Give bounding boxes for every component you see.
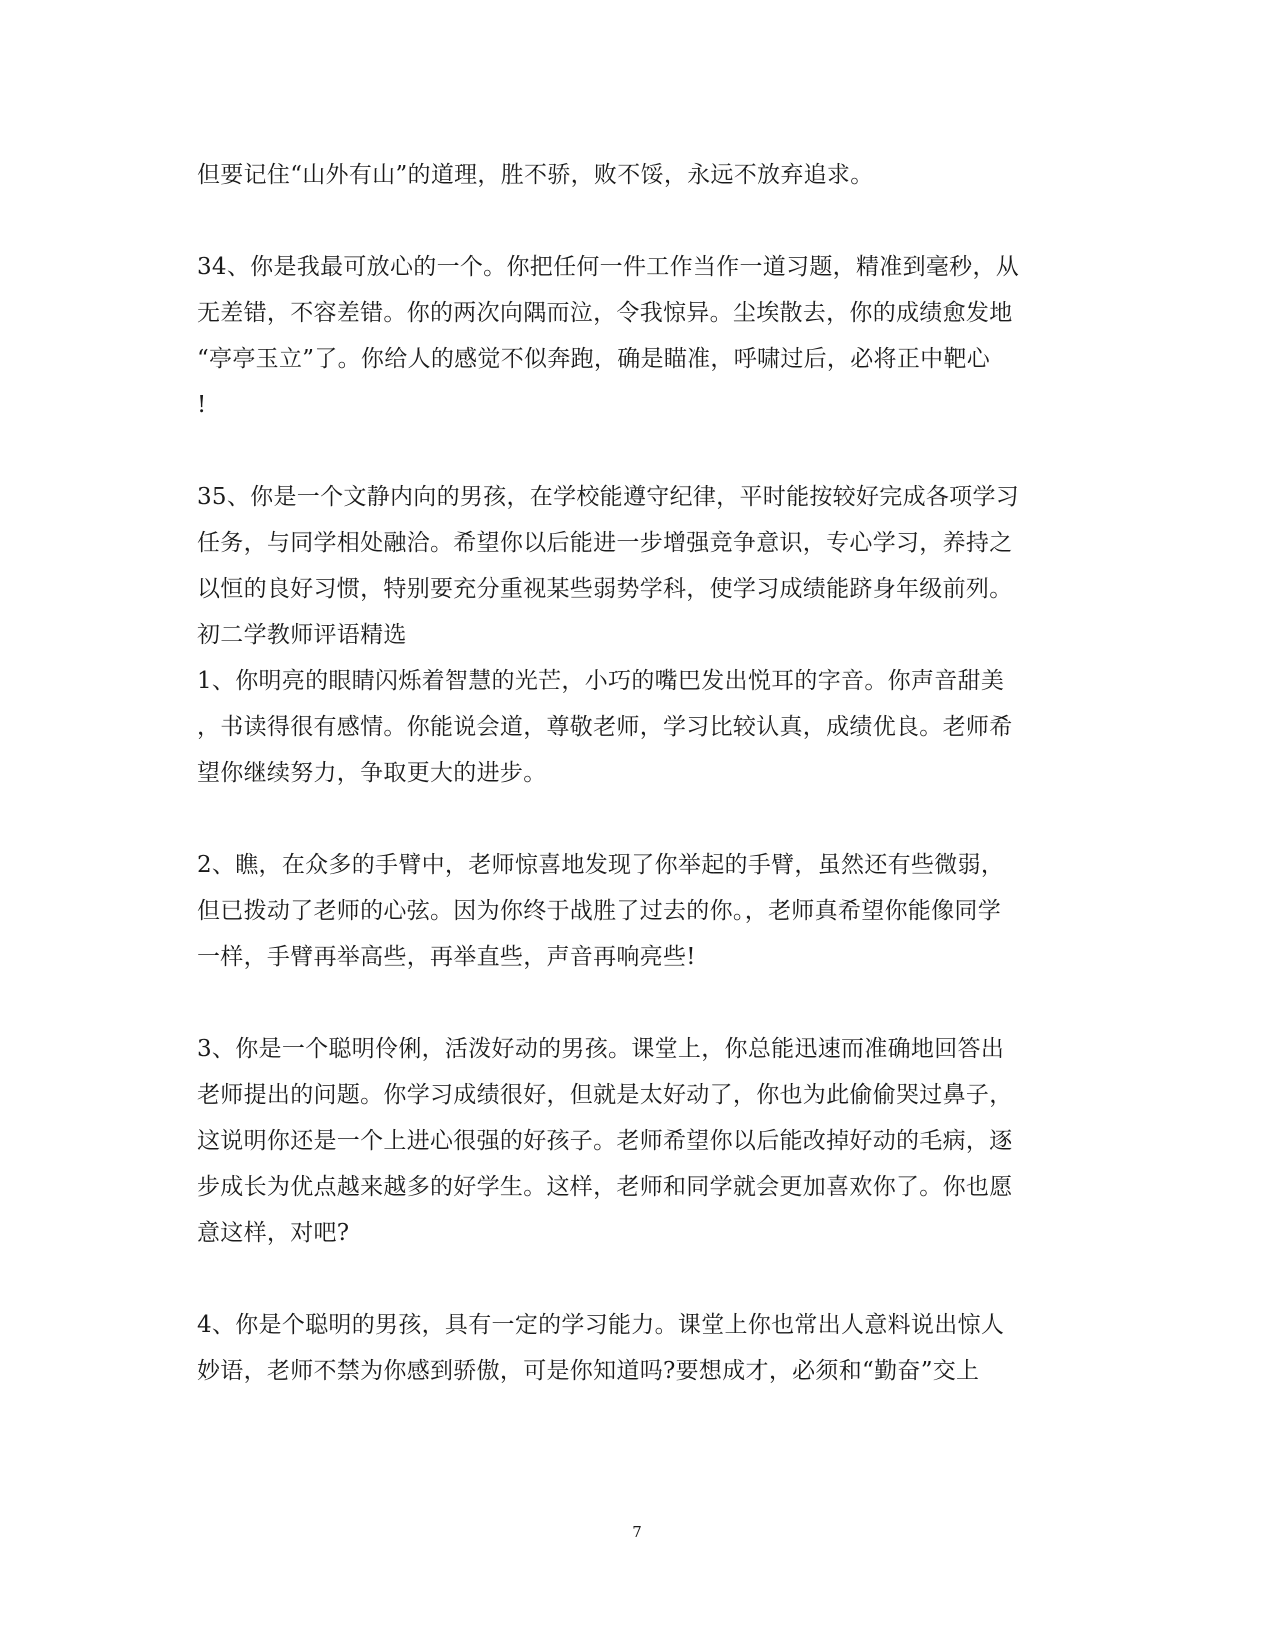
text-line: 意这样，对吧? [197, 1220, 350, 1246]
text-line: 妙语，老师不禁为你感到骄傲，可是你知道吗?要想成才，必须和“勤奋”交上 [197, 1358, 980, 1384]
text-line: 以恒的良好习惯，特别要充分重视某些弱势学科，使学习成绩能跻身年级前列。 [197, 576, 1013, 602]
text-line: 2、瞧，在众多的手臂中，老师惊喜地发现了你举起的手臂，虽然还有些微弱， [197, 852, 1005, 878]
text-line: ! [197, 392, 207, 418]
text-line: 步成长为优点越来越多的好学生。这样，老师和同学就会更加喜欢你了。你也愿 [197, 1174, 1013, 1200]
text-line: 35、你是一个文静内向的男孩，在学校能遵守纪律，平时能按较好完成各项学习 [197, 484, 1020, 510]
page-number: 7 [632, 1523, 642, 1541]
text-line: 无差错，不容差错。你的两次向隅而泣，令我惊异。尘埃散去，你的成绩愈发地 [197, 300, 1013, 326]
text-line: 老师提出的问题。你学习成绩很好，但就是太好动了，你也为此偷偷哭过鼻子， [197, 1082, 1013, 1108]
text-line: 4、你是个聪明的男孩，具有一定的学习能力。课堂上你也常出人意料说出惊人 [197, 1312, 1005, 1338]
text-line: 但要记住“山外有山”的道理，胜不骄，败不馁，永远不放弃追求。 [197, 162, 874, 188]
text-line: 但已拨动了老师的心弦。因为你终于战胜了过去的你。，老师真希望你能像同学 [197, 898, 1001, 924]
text-line: 一样，手臂再举高些，再举直些，声音再响亮些! [197, 944, 696, 970]
text-line: 任务，与同学相处融洽。希望你以后能进一步增强竞争意识，专心学习，养持之 [197, 530, 1013, 556]
text-line: 1、你明亮的眼睛闪烁着智慧的光芒，小巧的嘴巴发出悦耳的字音。你声音甜美 [197, 668, 1005, 694]
section-heading: 初二学教师评语精选 [197, 622, 407, 648]
text-line: ，书读得很有感情。你能说会道，尊敬老师，学习比较认真，成绩优良。老师希 [197, 714, 1013, 740]
text-line: 34、你是我最可放心的一个。你把任何一件工作当作一道习题，精准到毫秒，从 [197, 254, 1020, 280]
text-line: 3、你是一个聪明伶俐，活泼好动的男孩。课堂上，你总能迅速而准确地回答出 [197, 1036, 1005, 1062]
text-line: 这说明你还是一个上进心很强的好孩子。老师希望你以后能改掉好动的毛病，逐 [197, 1128, 1013, 1154]
text-line: 望你继续努力，争取更大的进步。 [197, 760, 547, 786]
text-line: “亭亭玉立”了。你给人的感觉不似奔跑，确是瞄准，呼啸过后，必将正中靶心 [197, 346, 991, 372]
